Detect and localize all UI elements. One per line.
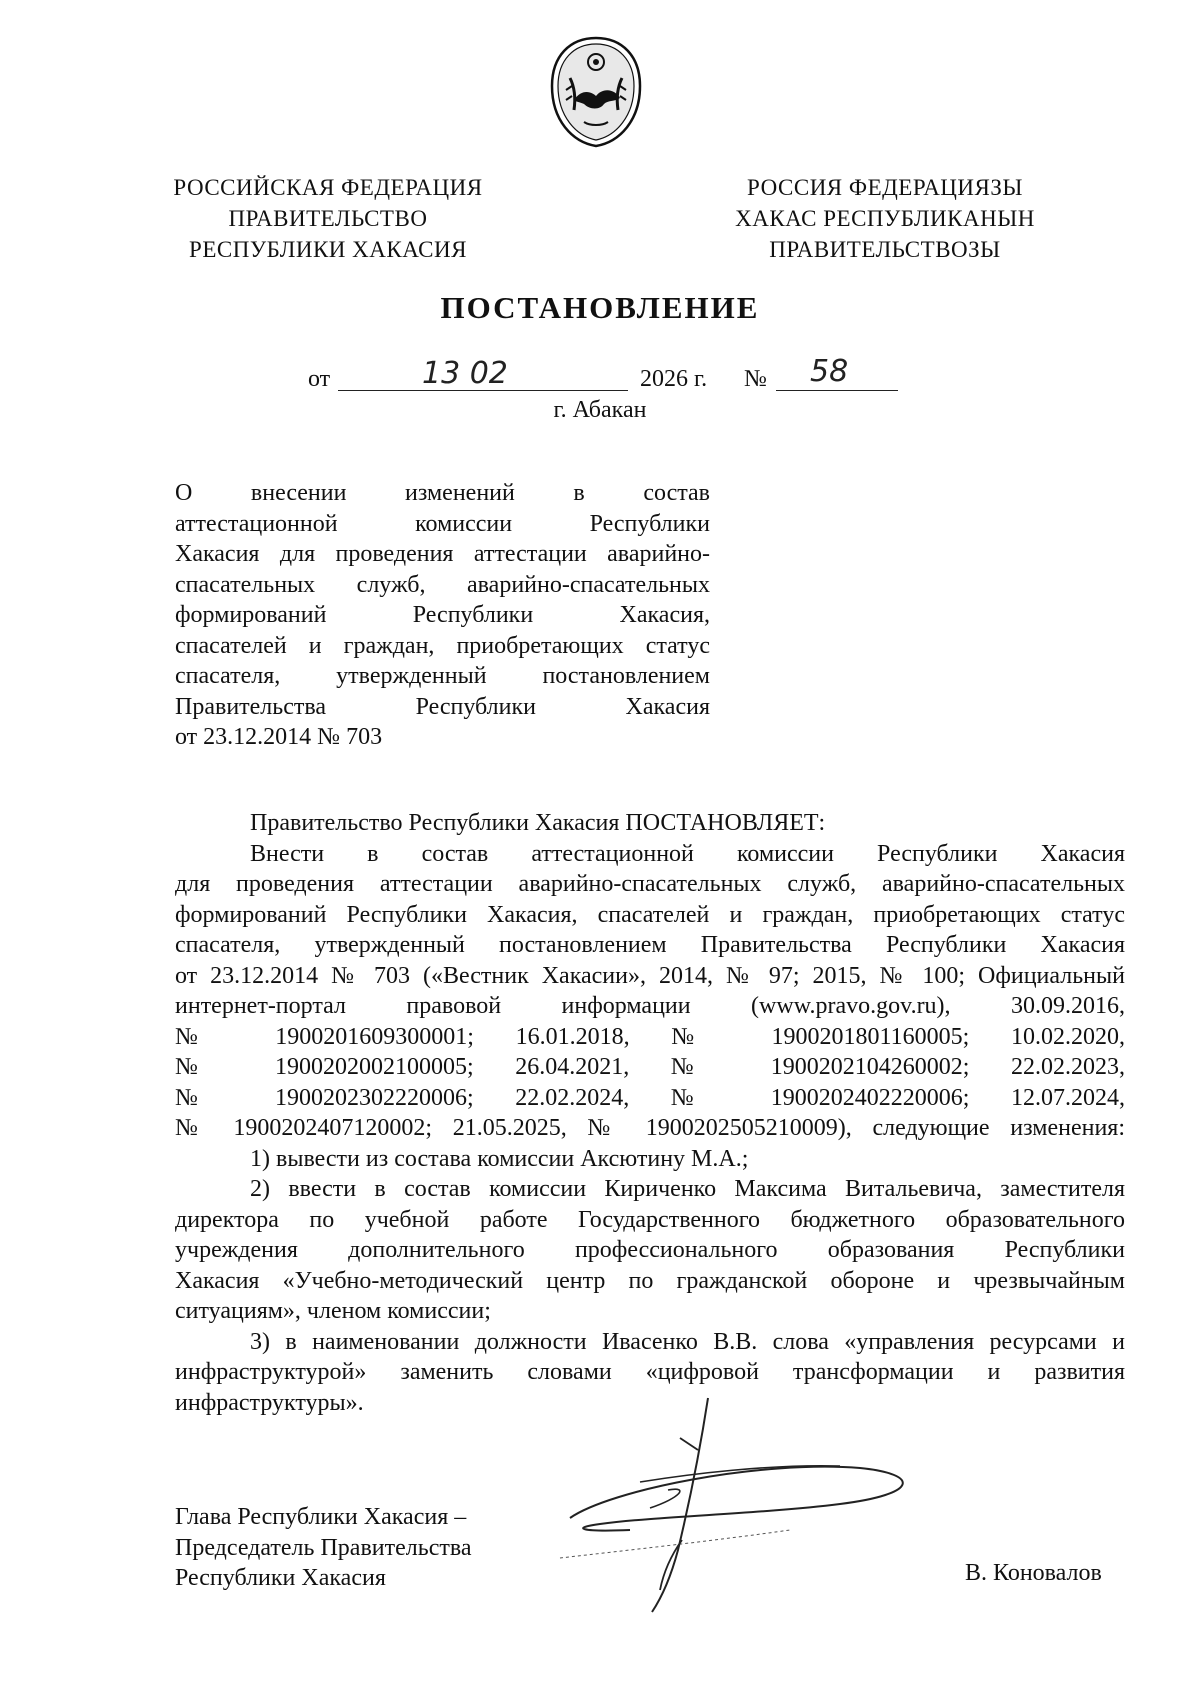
header-left-line: ПРАВИТЕЛЬСТВО: [228, 206, 428, 231]
number-prefix: №: [744, 366, 767, 392]
subject-line: Правительства Республики Хакасия: [175, 693, 710, 720]
body-text: [175, 808, 1125, 1418]
body-line: инфраструктурой» заменить словами «цифровой трансформации и развития: [175, 1359, 1125, 1385]
coat-of-arms-emblem: [544, 30, 648, 152]
body-line: от 23.12.2014 № 703 («Вестник Хакасии», 2014, № 97; 2015, № 100; Официальный: [175, 962, 1125, 989]
body-line: 1) вывести из состава комиссии Аксютину М.А.;: [250, 1145, 749, 1172]
subject-line: О внесении изменений в состав: [175, 480, 710, 506]
signatory-position: [175, 1502, 472, 1594]
header-right-line: ПРАВИТЕЛЬСТВОЗЫ: [769, 237, 1001, 262]
body-line: спасателя, утвержденный постановлением Правительства Республики Хакасия: [175, 932, 1125, 958]
subject-line: аттестационной комиссии Республики: [175, 510, 710, 537]
subject-block: [175, 478, 710, 753]
body-line: директора по учебной работе Государственного бюджетного образовательного: [175, 1206, 1125, 1233]
body-line: № 1900202302220006; 22.02.2024, № 1900202402220006; 12.07.2024,: [175, 1084, 1125, 1111]
body-line: формирований Республики Хакасия, спасателей и граждан, приобретающих статус: [175, 901, 1125, 928]
header-right-line: ХАКАС РЕСПУБЛИКАНЫН: [735, 206, 1035, 231]
document-type-title: ПОСТАНОВЛЕНИЕ: [440, 290, 760, 325]
body-line: № 1900201609300001; 16.01.2018, № 1900201801160005; 10.02.2020,: [175, 1023, 1125, 1050]
subject-line: Хакасия для проведения аттестации аварийно-: [175, 541, 710, 567]
body-line: Внести в состав аттестационной комиссии Республики Хакасия: [250, 840, 1125, 867]
date-number-line: [0, 354, 1200, 400]
subject-line: спасателя, утвержденный постановлением: [175, 663, 710, 689]
body-line: ситуациям», членом комиссии;: [175, 1298, 491, 1324]
year-label: 2026 г.: [640, 366, 708, 392]
body-line: № 1900202407120002; 21.05.2025, № 1900202505210009), следующие изменения:: [175, 1115, 1125, 1141]
body-line: № 1900202002100005; 26.04.2021, № 1900202104260002; 22.02.2023,: [175, 1054, 1125, 1080]
subject-line: спасателей и граждан, приобретающих статус: [175, 632, 710, 659]
body-line: Правительство Республики Хакасия ПОСТАНОВЛЯЕТ:: [250, 810, 826, 836]
subject-line: формирований Республики Хакасия,: [175, 602, 710, 628]
body-line: 3) в наименовании должности Ивасенко В.В. слова «управления ресурсами и: [250, 1328, 1125, 1355]
header-right-line: РОССИЯ ФЕДЕРАЦИЯЗЫ: [747, 175, 1023, 200]
header-left-line: РОССИЙСКАЯ ФЕДЕРАЦИЯ: [173, 175, 483, 200]
signatory-position-line: Глава Республики Хакасия –: [175, 1504, 467, 1530]
number-underline: [776, 390, 898, 391]
date-prefix: от: [308, 366, 331, 392]
signatory-name: В. Коновалов: [965, 1560, 1102, 1586]
body-line: инфраструктуры».: [175, 1389, 364, 1416]
body-line: учреждения дополнительного профессионального образования Республики: [175, 1237, 1125, 1263]
body-line: 2) ввести в состав комиссии Кириченко Максима Витальевича, заместителя: [250, 1176, 1125, 1202]
body-line: для проведения аттестации аварийно-спасательных служб, аварийно-спасательных: [175, 871, 1125, 897]
body-line: интернет-портал правовой информации (www.pravo.gov.ru), 30.09.2016,: [175, 993, 1125, 1019]
date-handwritten: 13 02: [422, 356, 508, 391]
subject-line: спасательных служб, аварийно-спасательных: [175, 571, 710, 598]
signatory-position-line: Республики Хакасия: [175, 1565, 386, 1591]
city-label: г. Абакан: [553, 397, 647, 423]
number-handwritten: 58: [810, 354, 849, 389]
header-left: [138, 172, 518, 265]
header-right: [695, 172, 1075, 265]
signatory-position-line: Председатель Правительства: [175, 1534, 472, 1561]
handwritten-signature: [540, 1390, 1000, 1620]
body-line: Хакасия «Учебно-методический центр по гражданской обороне и чрезвычайным: [175, 1267, 1125, 1294]
subject-line: от 23.12.2014 № 703: [175, 724, 383, 750]
header-left-line: РЕСПУБЛИКИ ХАКАСИЯ: [189, 237, 467, 262]
